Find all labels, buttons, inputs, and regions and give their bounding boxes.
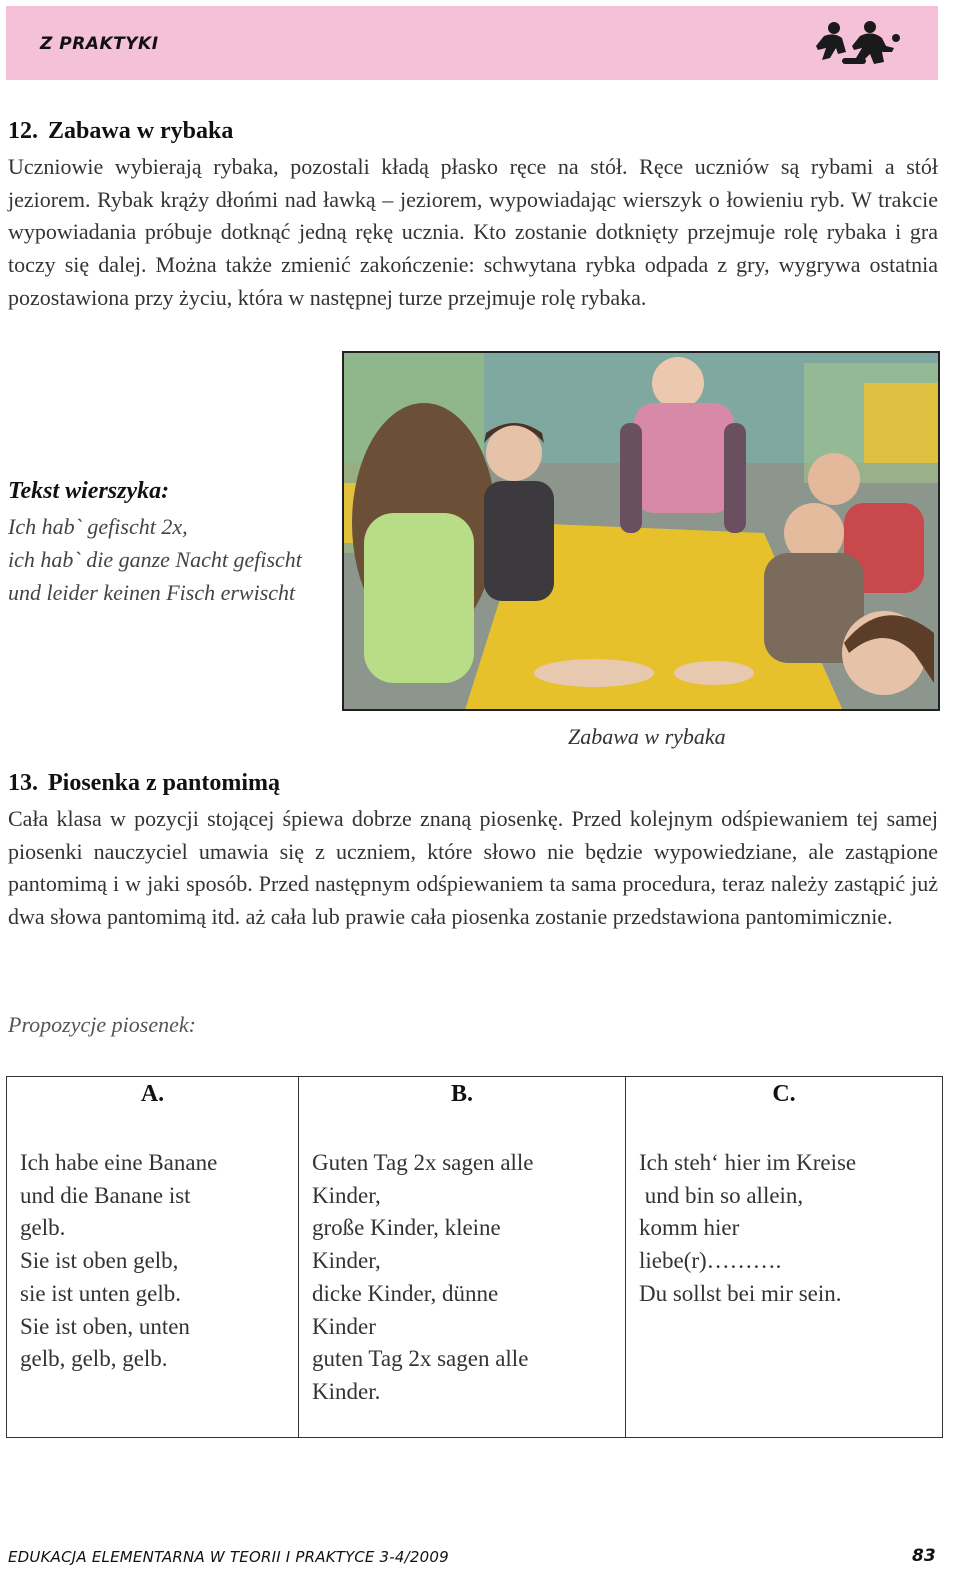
- section-header-title: Z PRAKTYKI: [40, 34, 159, 54]
- poem-line: ich hab` die ganze Nacht gefischt: [8, 547, 302, 572]
- section-12-heading: 12. Zabawa w rybaka: [8, 118, 234, 144]
- column-header: B.: [450, 1081, 473, 1107]
- song-line: Kinder: [312, 1313, 376, 1339]
- song-line: große Kinder, kleine: [312, 1215, 501, 1241]
- song-line: liebe(r)……….: [639, 1248, 782, 1274]
- song-line: guten Tag 2x sagen alle: [312, 1346, 529, 1372]
- song-column-c: [626, 1077, 943, 1438]
- songs-table: [6, 1076, 943, 1438]
- song-line: und die Banane ist: [20, 1182, 191, 1208]
- song-line: Kinder,: [312, 1182, 381, 1208]
- song-lines: [626, 1147, 942, 1311]
- song-line: sie ist unten gelb.: [20, 1280, 181, 1306]
- song-line: Ich steh‘ hier im Kreise: [639, 1150, 857, 1175]
- footer-journal-title: EDUKACJA ELEMENTARNA W TEORII I PRAKTYCE 3-4/2009: [8, 1548, 449, 1566]
- song-line: dicke Kinder, dünne: [312, 1280, 499, 1306]
- column-header: C.: [772, 1081, 796, 1107]
- song-line: gelb.: [20, 1215, 66, 1241]
- song-line: Kinder.: [312, 1378, 381, 1404]
- section-12-paragraph: Uczniowie wybierają rybaka, pozostali kładą płasko ręce na stół. Ręce uczniów są rybami a stół jeziorem. Rybak krąży dłońmi nad ławką – jeziorem, wypowiadając wierszyk o łowieniu ryb. W trakcie wypowiadania próbuje dotknąć jedną rękę ucznia. Kto zostanie dotknięty przejmuje rolę rybaka i gra toczy się dalej. Można także zmienić zakończenie: schwytana rybka odpada z gry, wygrywa ostatnia pozostawiona przy życiu, która w następnej turze przejmuje rolę rybaka.: [8, 154, 938, 310]
- song-column-b: [299, 1077, 626, 1438]
- song-line: Sie ist oben gelb,: [20, 1248, 179, 1274]
- song-line: Kinder,: [312, 1248, 381, 1274]
- children-playing-silhouette-icon: [812, 18, 904, 68]
- proposals-label: Propozycje piosenek:: [8, 1012, 196, 1037]
- classroom-photo: [342, 351, 940, 711]
- poem-line: und leider keinen Fisch erwischt: [8, 580, 296, 605]
- song-line: Guten Tag 2x sagen alle: [312, 1150, 534, 1175]
- song-column-a: [7, 1077, 299, 1438]
- poem-line: Ich hab` gefischt 2x,: [8, 514, 188, 539]
- song-line: Sie ist oben, unten: [20, 1313, 190, 1339]
- song-line: Du sollst bei mir sein.: [639, 1280, 842, 1306]
- poem-lines: [8, 510, 302, 609]
- song-line: komm hier: [639, 1215, 740, 1241]
- photo-caption: Zabawa w rybaka: [568, 724, 726, 749]
- song-line: und bin so allein,: [639, 1182, 804, 1208]
- poem-title: Tekst wierszyka:: [8, 478, 170, 504]
- section-13-heading: 13. Piosenka z pantomimą: [8, 770, 281, 796]
- song-line: Ich habe eine Banane: [20, 1150, 218, 1175]
- section-13-paragraph: Cała klasa w pozycji stojącej śpiewa dobrze znaną piosenkę. Przed kolejnym odśpiewaniem tej samej piosenki nauczyciel umawia się z uczniem, które słowo nie będzie wypowiedziane, ale zastąpione pantomimą i w jaki sposób. Przed następnym odśpiewaniem ta sama procedura, teraz należy zastąpić już dwa słowa pantomimą itd. aż cała lub prawie cała piosenka zostanie przedstawiona pantomimicznie.: [8, 806, 938, 930]
- column-header: A.: [140, 1081, 165, 1107]
- song-lines: [299, 1147, 625, 1409]
- page-number: 83: [912, 1546, 936, 1566]
- song-line: gelb, gelb, gelb.: [20, 1346, 168, 1372]
- song-lines: [7, 1147, 298, 1376]
